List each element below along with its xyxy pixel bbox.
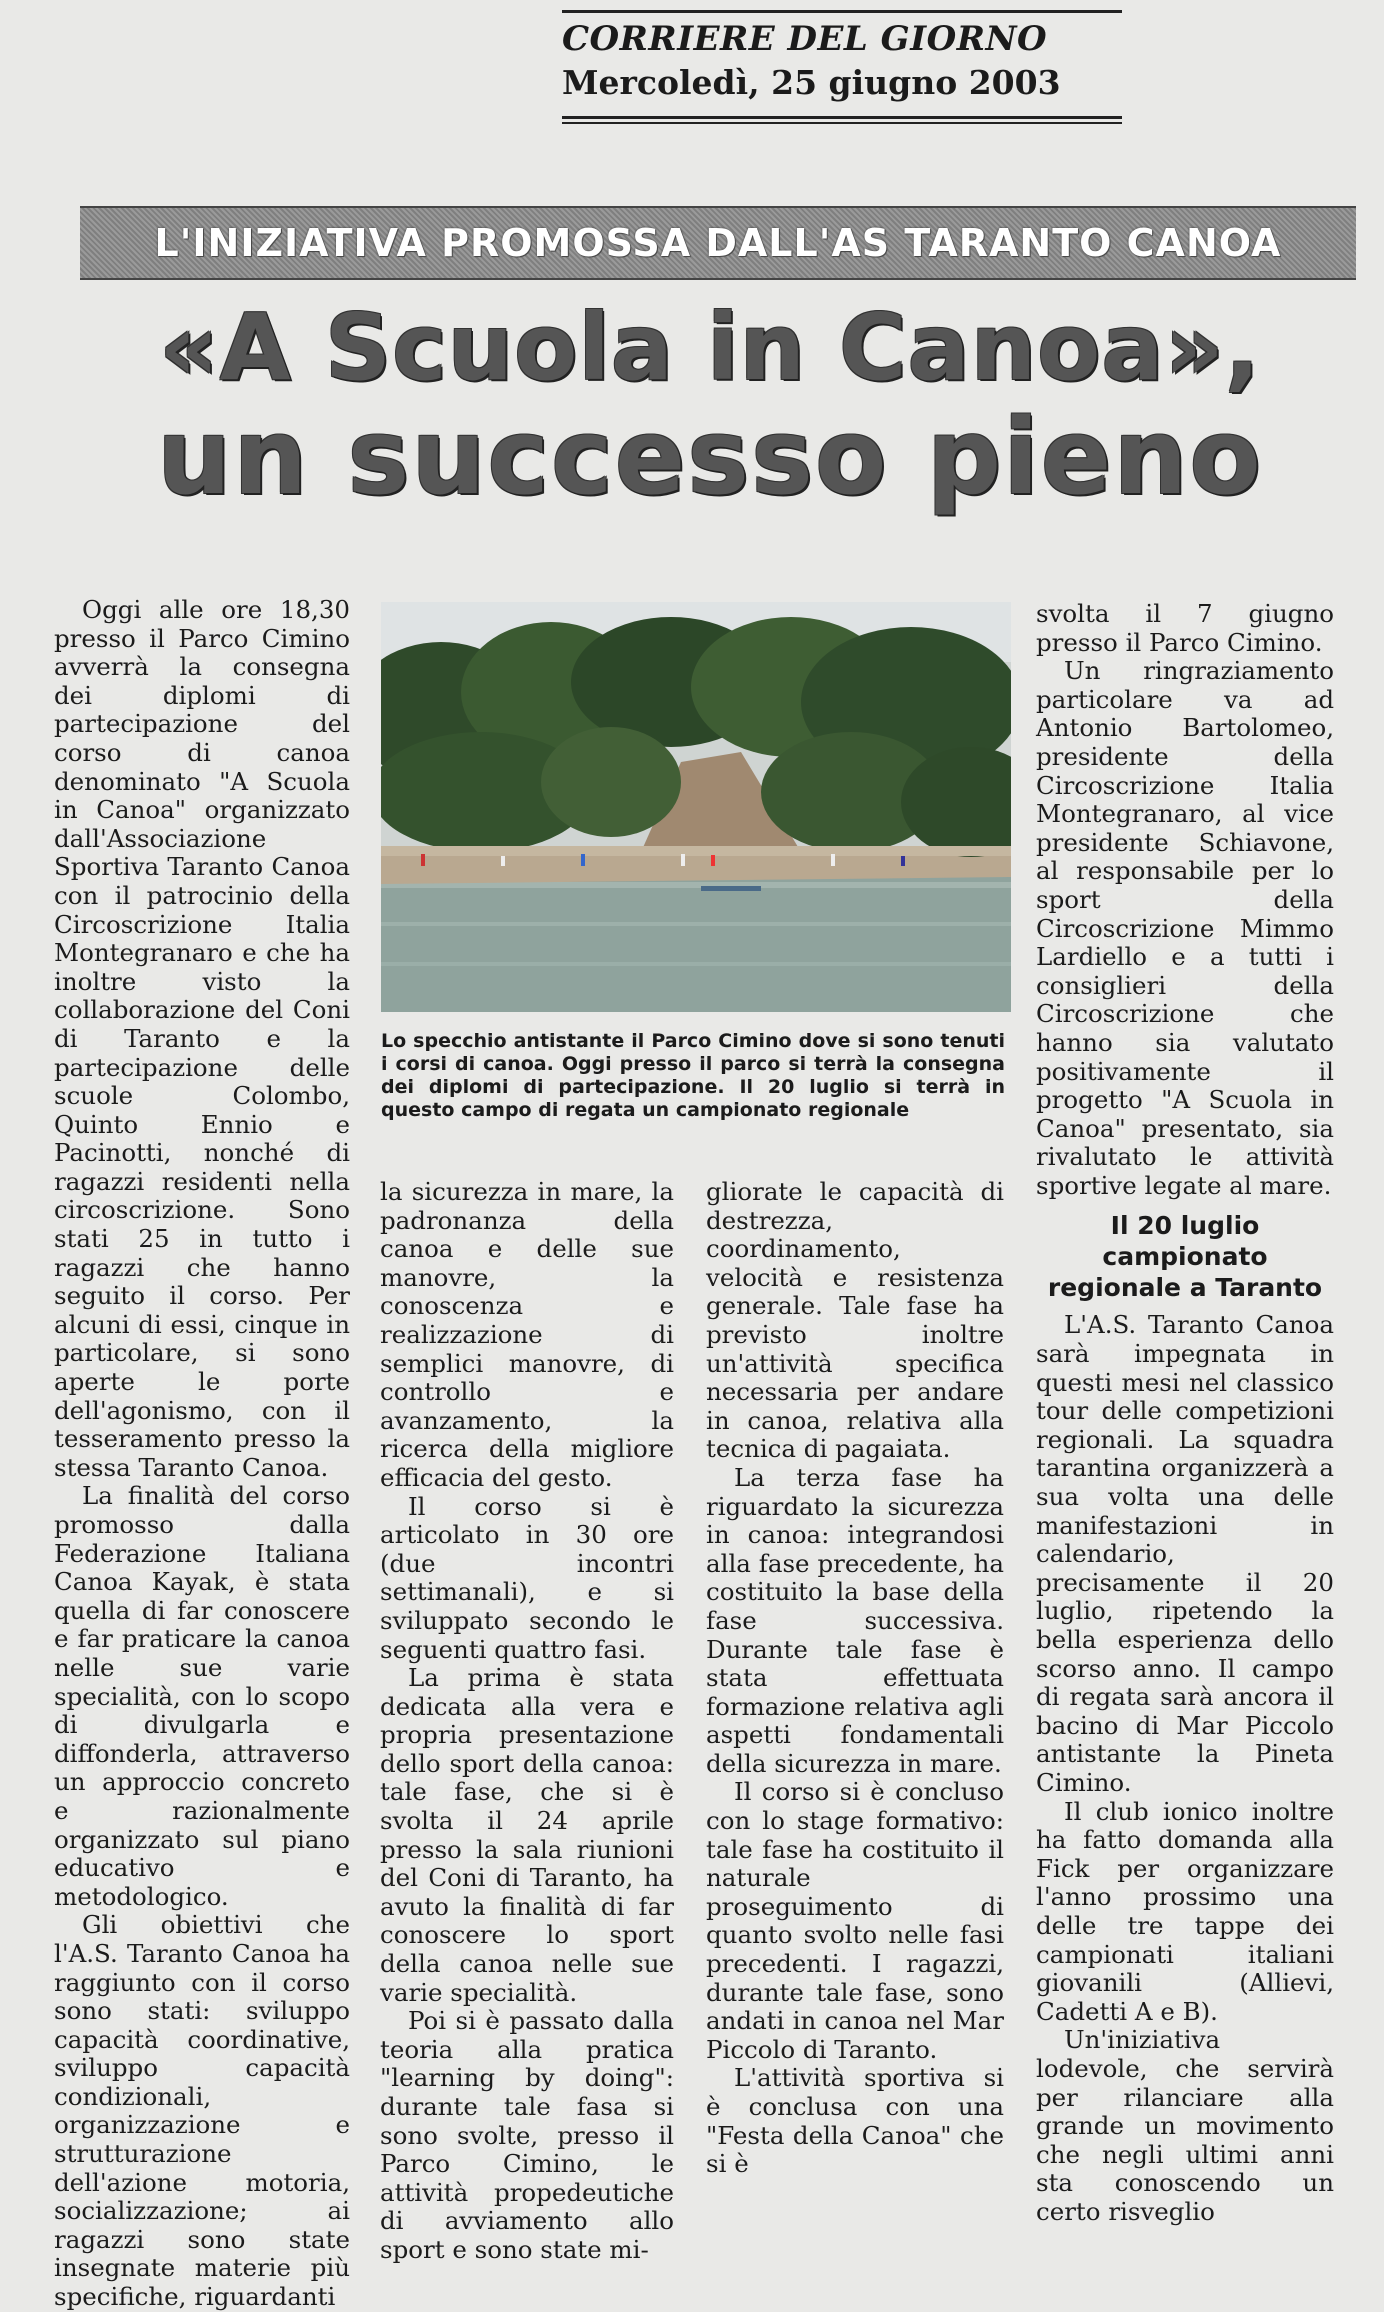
paragraph: Il corso si è articolato in 30 ore (due incontri settimanali), e si sviluppato secondo le seguenti quattro fasi. xyxy=(380,1491,674,1664)
kicker-banner: L'INIZIATIVA PROMOSSA DALL'AS TARANTO CANOA xyxy=(80,206,1356,280)
article-column-2 xyxy=(380,1178,674,2265)
paragraph: Gli obiettivi che l'A.S. Taranto Canoa ha raggiunto con il corso sono stati: sviluppo capacità coordinative, sviluppo capacità condizionali, organizzazione e strutturazione dell'azione motoria, socializzazione; ai ragazzi sono state insegnate materie più specifiche, riguardanti xyxy=(54,1910,350,2312)
paragraph: la sicurezza in mare, la padronanza della canoa e delle sue manovre, la conoscenza e realizzazione di semplici manovre, di controllo e avanzamento, la ricerca della migliore efficacia del gesto. xyxy=(380,1177,674,1492)
article-column-1 xyxy=(54,596,350,2312)
headline-line-2: un successo pieno xyxy=(157,396,1263,519)
headline-line-1: «A Scuola in Canoa», xyxy=(159,294,1261,401)
paragraph: svolta il 7 giugno presso il Parco Cimino. xyxy=(1036,599,1334,657)
paragraph: Un'iniziativa lodevole, che servirà per rilanciare alla grande un movimento che negli ultimi anni sta conoscendo un certo risveglio xyxy=(1036,2025,1334,2226)
masthead-bottom-rule xyxy=(562,116,1122,119)
lake-shore-photo-illustration xyxy=(381,602,1011,1012)
paragraph: Poi si è passato dalla teoria alla pratica "learning by doing": durante tale fasa si sono svolte, presso il Parco Cimino, le attività propedeutiche di avviamento allo sport e sono state mi- xyxy=(380,2006,674,2264)
paragraph: gliorate le capacità di destrezza, coordinamento, velocità e resistenza generale. Tale fase ha previsto inoltre un'attività specifica necessaria per andare in canoa, relativa alla tecnica di pagaiata. xyxy=(706,1177,1004,1464)
paragraph: L'attività sportiva si è conclusa con una "Festa della Canoa" che si è xyxy=(706,2063,1004,2179)
paragraph: La terza fase ha riguardato la sicurezza in canoa: integrandosi alla fase precedente, ha costituito la base della fase successiva. Durante tale fase è stata effettuata formazione relativa agli aspetti fondamentali della sicurezza in mare. xyxy=(706,1462,1004,1778)
paragraph: La prima è stata dedicata alla vera e propria presentazione dello sport della canoa: tale fase, che si è svolta il 24 aprile presso la sala riunioni del Coni di Taranto, ha avuto la finalità di far conoscere lo sport della canoa nelle sue varie specialità. xyxy=(380,1663,674,2007)
headline xyxy=(60,294,1360,519)
article-column-3 xyxy=(706,1178,1004,2179)
masthead-top-rule xyxy=(562,10,1122,13)
paragraph: Il corso si è concluso con lo stage formativo: tale fase ha costituito il naturale proseguimento di quanto svolto nelle fasi precedenti. I ragazzi, durante tale fase, sono andati in canoa nel Mar Piccolo di Taranto. xyxy=(706,1777,1004,2064)
paragraph: L'A.S. Taranto Canoa sarà impegnata in questi mesi nel classico tour delle competizioni regionali. La squadra tarantina organizzerà a sua volta una delle manifestazioni in calendario, precisamente il 20 luglio, ripetendo la bella esperienza dello scorso anno. Il campo di regata sarà ancora il bacino di Mar Piccolo antistante la Pineta Cimino. xyxy=(1036,1310,1334,1797)
paragraph: Un ringraziamento particolare va ad Antonio Bartolomeo, presidente della Circoscrizione Italia Montegranaro, al vice presidente Schiavone, al responsabile per lo sport della Circoscrizione Mimmo Lardiello e a tutti i consiglieri della Circoscrizione che hanno sia valutato positivamente il progetto "A Scuola in Canoa" presentato, sia rivalutato le attività sportive legate al mare. xyxy=(1036,656,1334,1200)
publication-date: Mercoledì, 25 giugno 2003 xyxy=(562,63,1061,102)
photo-caption: Lo specchio antistante il Parco Cimino dove si sono tenuti i corsi di canoa. Oggi presso il parco si terrà la consegna dei diplomi di partecipazione. Il 20 luglio si terrà in questo campo di regata un campionato regionale xyxy=(381,1030,1005,1121)
masthead-bottom-rule-thin xyxy=(562,122,1122,124)
article-column-4 xyxy=(1036,600,1334,2226)
photo-parco-cimino xyxy=(381,602,1011,1012)
section-subhead: Il 20 luglio campionato regionale a Taranto xyxy=(1047,1211,1323,1303)
paragraph: La finalità del corso promosso dalla Federazione Italiana Canoa Kayak, è stata quella di far conoscere e far praticare la canoa nelle sue varie specialità, con lo scopo di divulgarla e diffonderla, attraverso un approccio concreto e razionalmente organizzato sul piano educativo e metodologico. xyxy=(54,1481,350,1911)
masthead xyxy=(562,10,1122,124)
paragraph: Il club ionico inoltre ha fatto domanda alla Fick per organizzare l'anno prossimo una delle tre tappe dei campionati italiani giovanili (Allievi, Cadetti A e B). xyxy=(1036,1796,1334,2026)
newspaper-name: CORRIERE DEL GIORNO xyxy=(562,19,1048,59)
paragraph: Oggi alle ore 18,30 presso il Parco Cimino avverrà la consegna dei diplomi di partecipazione del corso di canoa denominato "A Scuola in Canoa" organizzato dall'Associazione Sportiva Taranto Canoa con il patrocinio della Circoscrizione Italia Montegranaro e che ha inoltre visto la collaborazione del Coni di Taranto e la partecipazione delle scuole Colombo, Quinto Ennio e Pacinotti, nonché di ragazzi residenti nella circoscrizione. Sono stati 25 in tutto i ragazzi che hanno seguito il corso. Per alcuni di essi, cinque in particolare, si sono aperte le porte dell'agonismo, con il tesseramento presso la stessa Taranto Canoa. xyxy=(54,595,350,1482)
